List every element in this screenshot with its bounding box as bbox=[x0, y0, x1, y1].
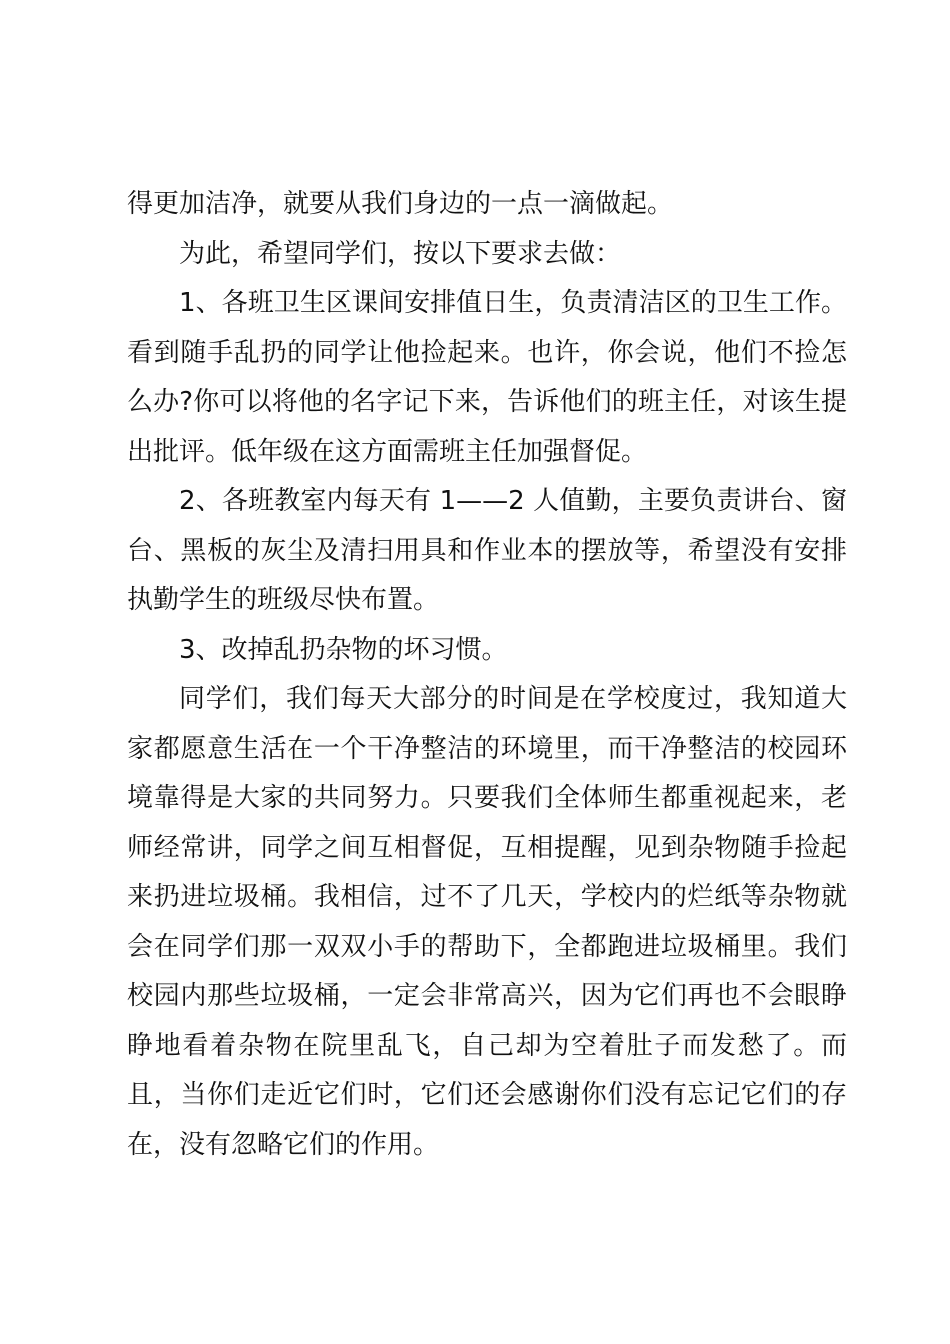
paragraph-item-3: 3、改掉乱扔杂物的坏习惯。 bbox=[179, 634, 508, 665]
paragraph-item-2: 2、各班教室内每天有 1——2 人值勤，主要负责讲台、窗台、黑板的灰尘及清扫用具和作业本的摆放等，希望没有安排执勤学生的班级尽快布置。 bbox=[127, 486, 847, 615]
paragraph-continuation: 得更加洁净，就要从我们身边的一点一滴做起。 bbox=[127, 189, 674, 219]
paragraph-intro: 为此，希望同学们，按以下要求去做： bbox=[179, 238, 622, 269]
paragraph-item-1: 1、各班卫生区课间安排值日生，负责清洁区的卫生工作。看到随手乱扔的同学让他捡起来。也许，你会说，他们不捡怎么办?你可以将他的名字记下来，告诉他们的班主任，对该生提出批评。低年级在这方面需班主任加强督促。 bbox=[127, 288, 847, 467]
document-body bbox=[127, 180, 847, 1170]
paragraph-closing: 同学们，我们每天大部分的时间是在学校度过，我知道大家都愿意生活在一个干净整洁的环境里，而干净整洁的校园环境靠得是大家的共同努力。只要我们全体师生都重视起来，老师经常讲，同学之间互相督促，互相提醒，见到杂物随手捡起来扔进垃圾桶。我相信，过不了几天，学校内的烂纸等杂物就会在同学们那一双双小手的帮助下，全都跑进垃圾桶里。我们校园内那些垃圾桶，一定会非常高兴，因为它们再也不会眼睁睁地看着杂物在院里乱飞，自己却为空着肚子而发愁了。而且，当你们走近它们时，它们还会感谢你们没有忘记它们的存在，没有忽略它们的作用。 bbox=[127, 684, 847, 1160]
